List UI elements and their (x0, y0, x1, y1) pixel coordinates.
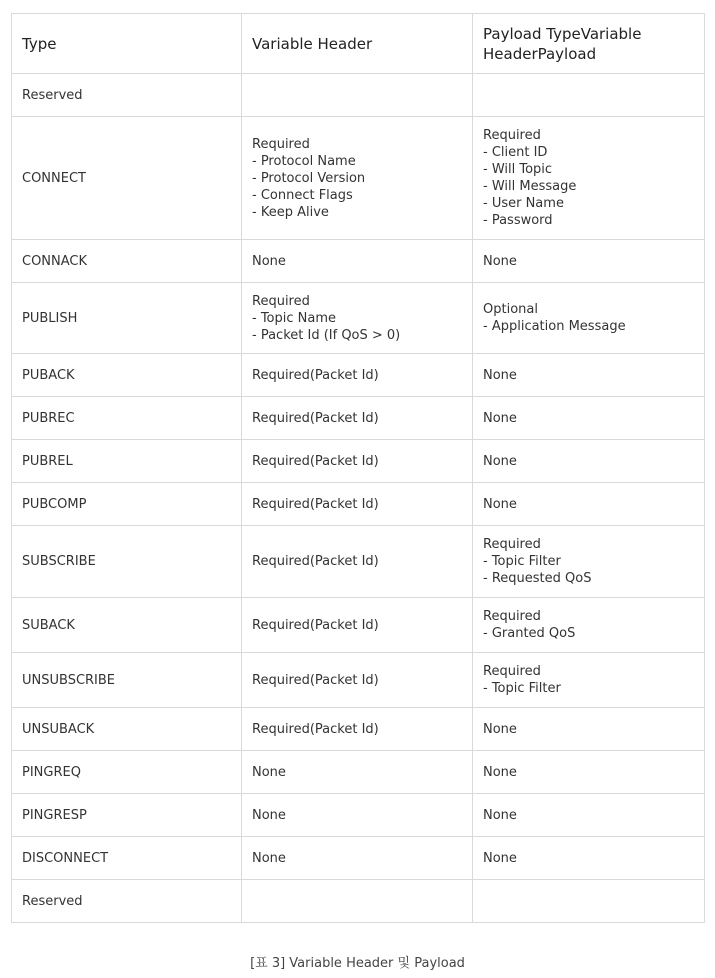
cell-payload (473, 440, 705, 483)
cell-variable-header (242, 74, 473, 117)
table-body (12, 74, 705, 923)
header-payload: Payload TypeVariable HeaderPayload (473, 14, 705, 74)
cell-payload (473, 117, 705, 240)
cell-variable-header (242, 598, 473, 653)
table-row (12, 526, 705, 598)
cell-line: Required(Packet Id) (252, 617, 379, 633)
cell-variable-header (242, 483, 473, 526)
cell-line: None (483, 253, 517, 269)
cell-type: Reserved (12, 74, 242, 117)
cell-payload (473, 74, 705, 117)
cell-line: Required(Packet Id) (252, 721, 379, 737)
cell-line: - Topic Name (252, 310, 337, 326)
header-variable-header: Variable Header (242, 14, 473, 74)
cell-payload (473, 354, 705, 397)
table-caption: [표 3] Variable Header 및 Payload (250, 956, 465, 971)
cell-payload (473, 483, 705, 526)
cell-line: Optional (483, 302, 538, 317)
header-row (12, 14, 705, 74)
cell-line: - Connect Flags (252, 187, 353, 203)
table-row (12, 440, 705, 483)
cell-payload (473, 397, 705, 440)
cell-payload (473, 880, 705, 923)
cell-variable-header (242, 397, 473, 440)
cell-line: - Client ID (483, 145, 548, 160)
cell-line: - Requested QoS (483, 571, 592, 586)
table-row (12, 240, 705, 283)
cell-line: None (252, 253, 286, 269)
cell-variable-header (242, 526, 473, 598)
cell-line: - Topic Filter (483, 554, 561, 569)
table-header (12, 14, 705, 74)
cell-payload (473, 794, 705, 837)
cell-line: Required(Packet Id) (252, 496, 379, 512)
table-row (12, 354, 705, 397)
table-row (12, 283, 705, 354)
cell-line: - Protocol Name (252, 153, 356, 169)
packet-type-table (11, 13, 705, 923)
cell-line: None (483, 721, 517, 737)
cell-line: - User Name (483, 196, 564, 211)
cell-payload (473, 751, 705, 794)
cell-line: - Topic Filter (483, 681, 561, 696)
cell-line: None (483, 807, 517, 823)
table-row (12, 483, 705, 526)
cell-payload (473, 653, 705, 708)
cell-line: None (483, 367, 517, 383)
cell-variable-header (242, 751, 473, 794)
cell-line: Required (483, 609, 541, 624)
cell-variable-header (242, 837, 473, 880)
cell-line: Required(Packet Id) (252, 367, 379, 383)
table-row (12, 837, 705, 880)
cell-line: None (252, 807, 286, 823)
cell-type: Reserved (12, 880, 242, 923)
cell-variable-header (242, 283, 473, 354)
table-row (12, 598, 705, 653)
cell-line: Required (483, 664, 541, 679)
table-row (12, 397, 705, 440)
cell-line: Required (252, 293, 310, 309)
cell-line: None (483, 496, 517, 512)
cell-type: PUBACK (12, 354, 242, 397)
cell-line: None (483, 410, 517, 426)
cell-type: PUBCOMP (12, 483, 242, 526)
cell-type: PUBLISH (12, 283, 242, 354)
cell-variable-header (242, 117, 473, 240)
cell-line: None (252, 850, 286, 866)
cell-variable-header (242, 240, 473, 283)
cell-type: PUBREC (12, 397, 242, 440)
cell-type: PUBREL (12, 440, 242, 483)
cell-line: - Password (483, 213, 553, 228)
cell-variable-header (242, 653, 473, 708)
cell-variable-header (242, 440, 473, 483)
cell-type: CONNACK (12, 240, 242, 283)
cell-line: - Packet Id (If QoS > 0) (252, 327, 401, 343)
table-row (12, 880, 705, 923)
cell-line: None (252, 764, 286, 780)
cell-variable-header (242, 708, 473, 751)
cell-payload (473, 526, 705, 598)
cell-type: UNSUBSCRIBE (12, 653, 242, 708)
table-row (12, 74, 705, 117)
table-row (12, 117, 705, 240)
cell-payload (473, 240, 705, 283)
cell-line: - Granted QoS (483, 626, 576, 641)
cell-type: CONNECT (12, 117, 242, 240)
cell-type: PINGREQ (12, 751, 242, 794)
table-row (12, 708, 705, 751)
cell-line: Required(Packet Id) (252, 554, 379, 569)
cell-line: Required(Packet Id) (252, 453, 379, 469)
cell-line: None (483, 453, 517, 469)
cell-line: - Will Topic (483, 162, 553, 177)
table-row (12, 653, 705, 708)
cell-type: SUBSCRIBE (12, 526, 242, 598)
cell-line: None (483, 764, 517, 780)
cell-variable-header (242, 794, 473, 837)
cell-type: PINGRESP (12, 794, 242, 837)
cell-type: SUBACK (12, 598, 242, 653)
cell-payload (473, 837, 705, 880)
table-row (12, 794, 705, 837)
cell-payload (473, 283, 705, 354)
header-type: Type (12, 14, 242, 74)
cell-line: Required(Packet Id) (252, 672, 379, 688)
cell-line: - Will Message (483, 179, 577, 194)
cell-variable-header (242, 354, 473, 397)
cell-type: UNSUBACK (12, 708, 242, 751)
cell-line: - Keep Alive (252, 204, 329, 220)
cell-line: None (483, 850, 517, 866)
table-row (12, 751, 705, 794)
cell-line: Required (483, 128, 541, 143)
cell-variable-header (242, 880, 473, 923)
cell-payload (473, 708, 705, 751)
cell-line: Required(Packet Id) (252, 410, 379, 426)
cell-type: DISCONNECT (12, 837, 242, 880)
cell-line: - Application Message (483, 319, 626, 334)
cell-line: Required (252, 136, 310, 152)
cell-line: - Protocol Version (252, 170, 366, 186)
cell-payload (473, 598, 705, 653)
cell-line: Required (483, 537, 541, 552)
